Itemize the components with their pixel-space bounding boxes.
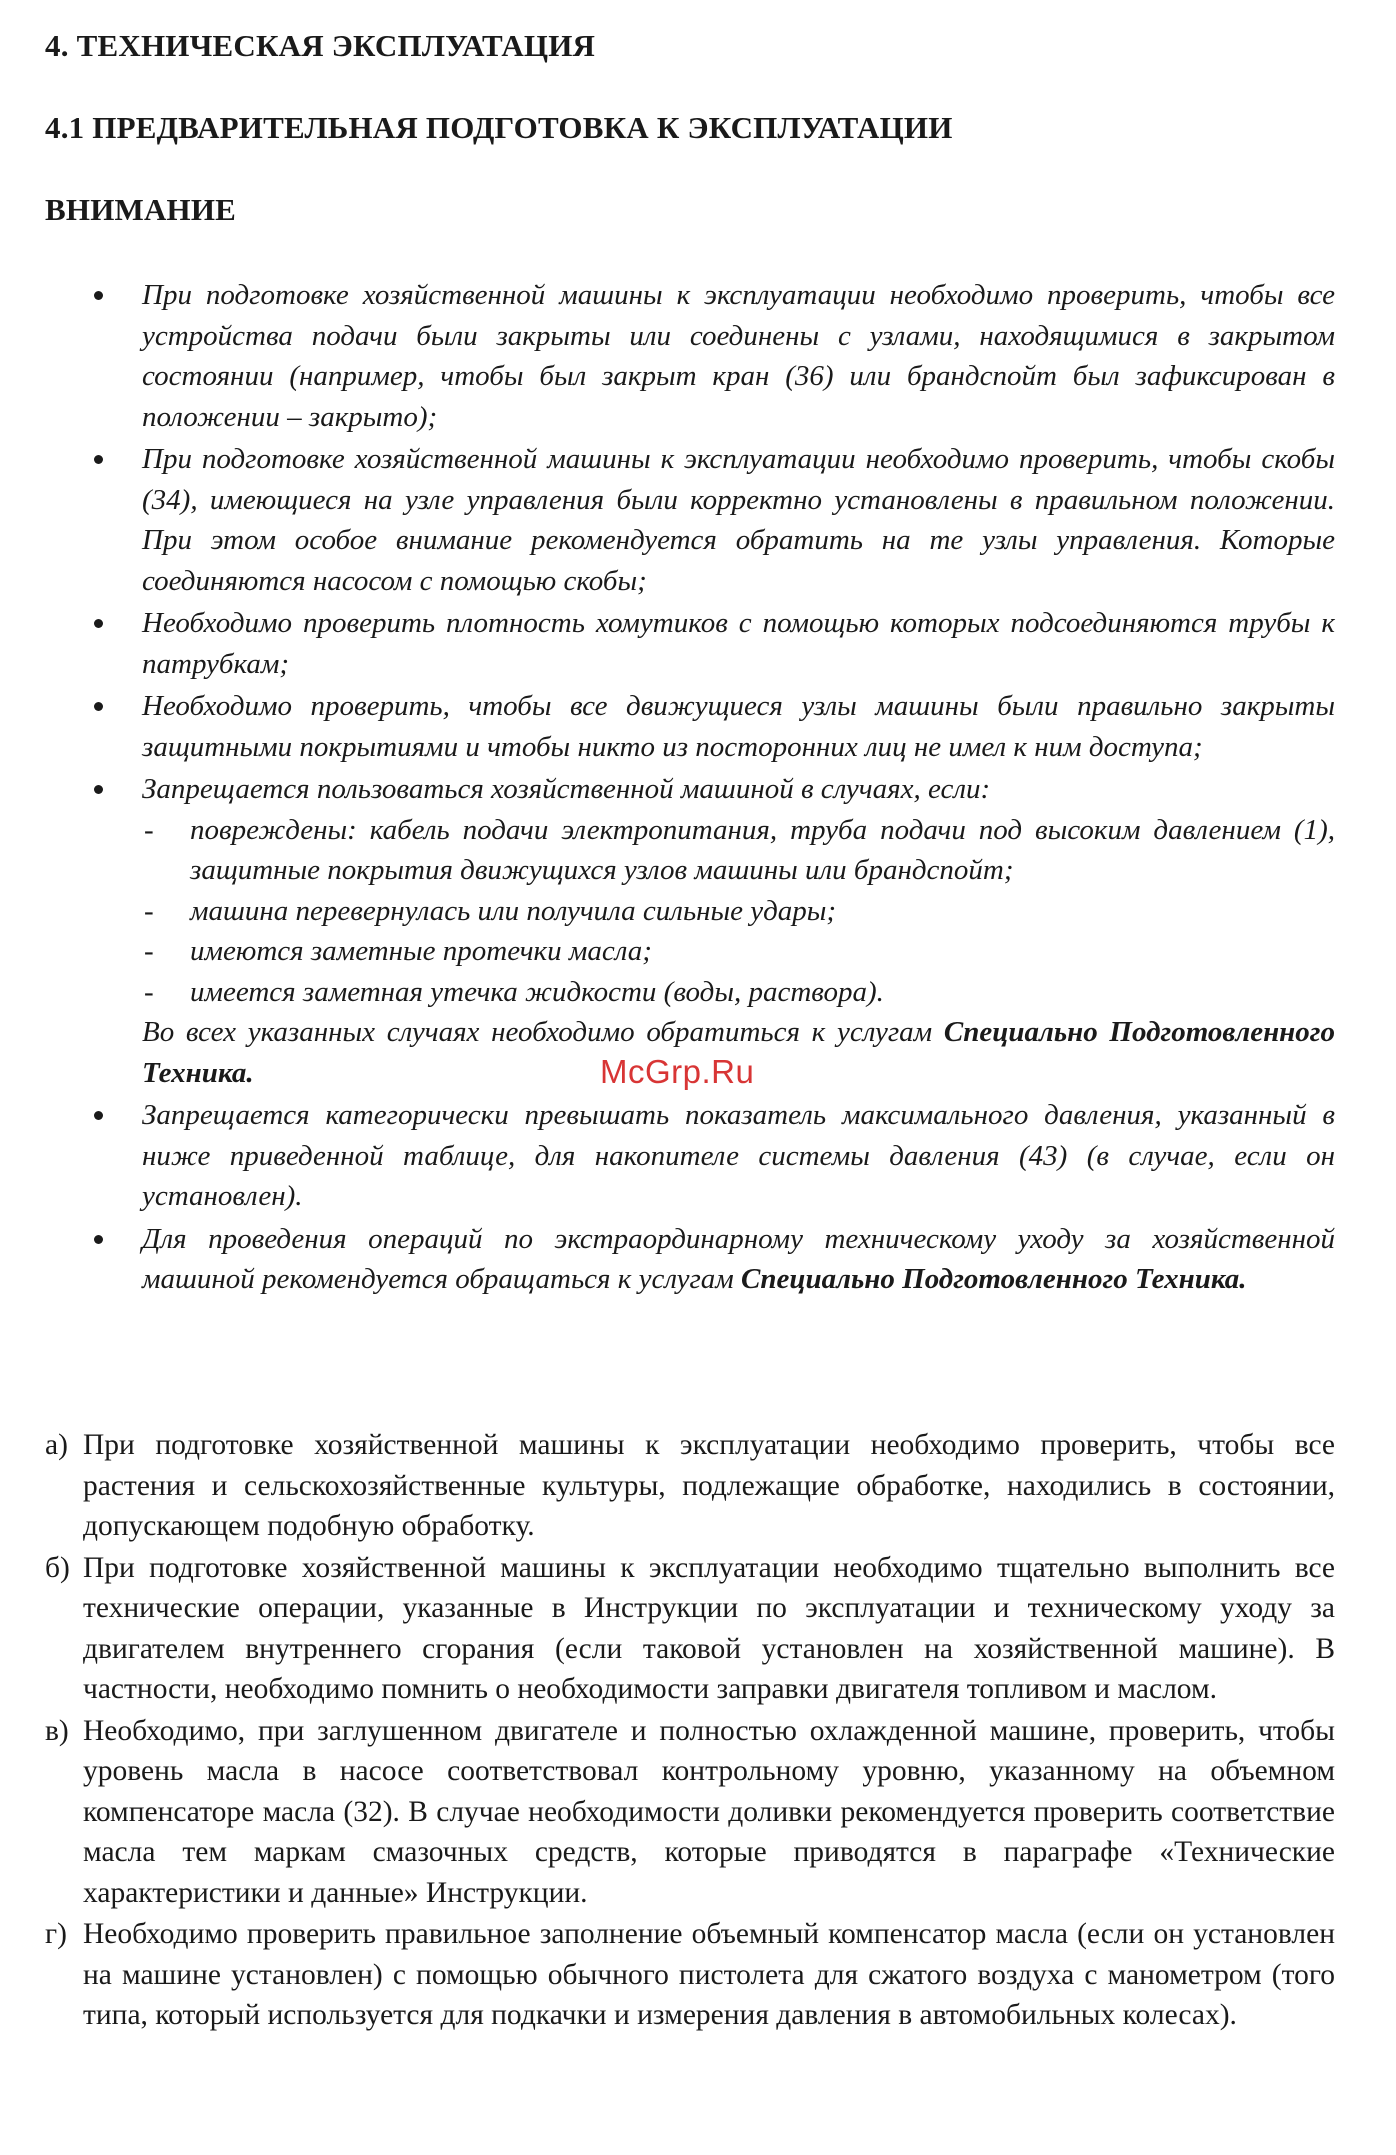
bullet-icon xyxy=(94,1235,103,1244)
subsection-heading: 4.1 ПРЕДВАРИТЕЛЬНАЯ ПОДГОТОВКА К ЭКСПЛУАТАЦИИ xyxy=(45,110,953,145)
warning-item xyxy=(90,603,1335,684)
warning-text: Запрещается категорически превышать показатель максимального давления, указанный в ниже приведенной таблице, для накопителе системы давления (43) (в случае, если он установлен). xyxy=(142,1099,1335,1212)
step-text: Необходимо проверить правильное заполнение объемный компенсатор масла (если он установлен на машине установлен) с помощью обычного пистолета для сжатого воздуха с манометром (того типа, который используется для подкачки и измерения давления в автомобильных колесах). xyxy=(83,1918,1335,2031)
dash-icon: - xyxy=(144,935,154,967)
warning-item xyxy=(90,275,1335,437)
warning-text: При подготовке хозяйственной машины к эксплуатации необходимо проверить, чтобы скобы (34), имеющиеся на узле управления были корректно установлены в правильном положении. При этом особое внимание рекомендуется обратить на те узлы управления. Которые соединяются насосом с помощью скобы; xyxy=(142,443,1335,597)
warning-item-prohibitions xyxy=(90,769,1335,1093)
prohibition-sublist xyxy=(142,810,1335,1013)
dash-icon: - xyxy=(144,975,154,1008)
prohibition-intro: Запрещается пользоваться хозяйственной машиной в случаях, если: xyxy=(142,773,991,805)
prohibition-subitem: - повреждены: кабель подачи электропитания, труба подачи под высоким давлением (1), защитные покрытия движущихся узлов машины или брандспойт; xyxy=(142,810,1335,891)
dash-icon: - xyxy=(144,894,154,927)
step-letter: в) xyxy=(45,1714,69,1747)
watermark: McGrp.Ru xyxy=(600,1053,755,1090)
technician-note-bold: Специально Подготовленного Техника. xyxy=(142,1016,1335,1089)
bullet-icon xyxy=(94,702,103,711)
step-item xyxy=(45,1914,1335,2036)
prohibition-subitem: - имеются заметные протечки масла; xyxy=(142,931,1335,972)
warning-list xyxy=(90,275,1335,1302)
step-letter: а) xyxy=(45,1429,68,1461)
step-letter: б) xyxy=(45,1551,70,1584)
step-text: При подготовке хозяйственной машины к эксплуатации необходимо проверить, чтобы все растения и сельскохозяйственные культуры, подлежащие обработке, находились в состоянии, допускающем подобную обработку. xyxy=(83,1429,1335,1542)
warning-text: Для проведения операций по экстраординарному техническому уходу за хозяйственной машиной рекомендуется обращаться к услугам xyxy=(142,1222,1335,1295)
step-text: Необходимо, при заглушенном двигателе и полностью охлажденной машине, проверить, чтобы уровень масла в насосе соответствовал контрольному уровню, указанному на объемном компенсаторе масла (32). В случае необходимости доливки рекомендуется проверить соответствие масла тем маркам смазочных средств, которые приводятся в параграфе «Технические характеристики и данные» Инструкции. xyxy=(83,1714,1335,1909)
warning-item xyxy=(90,686,1335,767)
bullet-icon xyxy=(94,785,103,794)
step-letter: г) xyxy=(45,1918,67,1950)
warning-item xyxy=(90,1219,1335,1300)
bullet-icon xyxy=(94,455,103,464)
step-item xyxy=(45,1548,1335,1710)
bullet-icon xyxy=(94,291,103,300)
bullet-icon xyxy=(94,619,103,628)
preparation-steps xyxy=(45,1425,1335,2037)
step-text: При подготовке хозяйственной машины к эксплуатации необходимо тщательно выполнить все технические операции, указанные в Инструкции по эксплуатации и техническому уходу за двигателем внутреннего сгорания (если таковой установлен на хозяйственной машине). В частности, необходимо помнить о необходимости заправки двигателя топливом и маслом. xyxy=(83,1551,1335,1705)
bullet-icon xyxy=(94,1111,103,1120)
warning-item xyxy=(90,439,1335,601)
step-item xyxy=(45,1425,1335,1547)
prohibition-subitem: - машина перевернулась или получила сильные удары; xyxy=(142,891,1335,932)
prohibition-subitem: - имеется заметная утечка жидкости (воды, раствора). xyxy=(142,972,1335,1013)
warning-text: При подготовке хозяйственной машины к эксплуатации необходимо проверить, чтобы все устройства подачи были закрыты или соединены с узлами, находящимися в закрытом состоянии (например, чтобы был закрыт кран (36) или брандспойт был зафиксирован в положении – закрыто); xyxy=(142,279,1335,433)
warning-text-bold: Специально Подготовленного Техника. xyxy=(741,1263,1247,1295)
technician-note: Во всех указанных случаях необходимо обратиться к услугам Специально Подготовленного Техника. xyxy=(142,1016,1335,1089)
dash-icon: - xyxy=(144,813,154,846)
warning-text: Необходимо проверить плотность хомутиков с помощью которых подсоединяются трубы к патрубкам; xyxy=(142,607,1335,680)
step-item xyxy=(45,1711,1335,1914)
attention-heading: ВНИМАНИЕ xyxy=(45,192,237,227)
section-heading: 4. ТЕХНИЧЕСКАЯ ЭКСПЛУАТАЦИЯ xyxy=(45,28,596,63)
warning-item xyxy=(90,1095,1335,1217)
warning-text: Необходимо проверить, чтобы все движущиеся узлы машины были правильно закрыты защитными покрытиями и чтобы никто из посторонних лиц не имел к ним доступа; xyxy=(142,690,1335,763)
